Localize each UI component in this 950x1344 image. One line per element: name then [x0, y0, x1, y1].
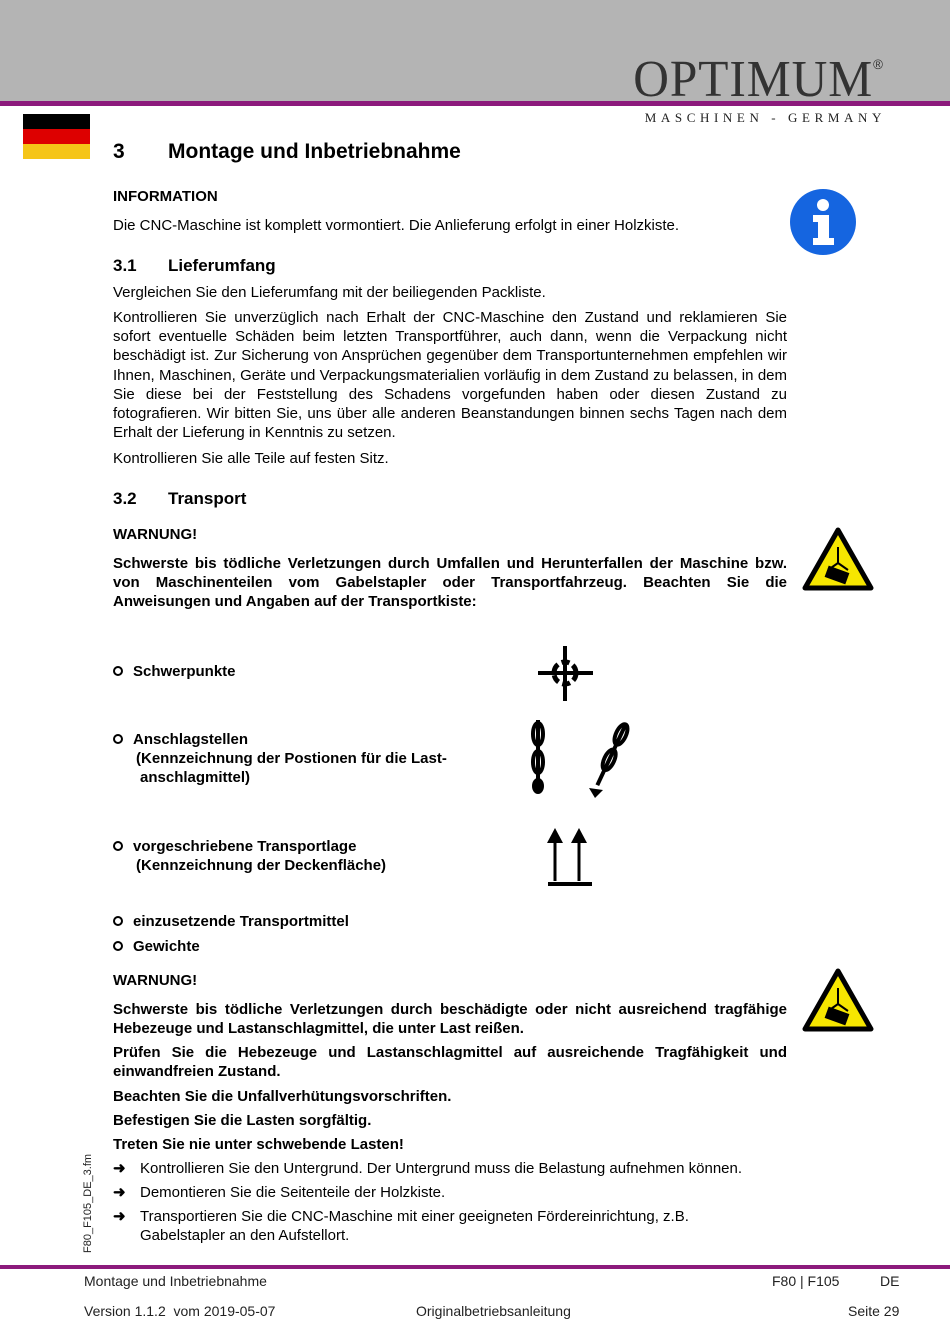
- arrow-right-icon: ➜: [113, 1184, 126, 1201]
- footer-rule: [0, 1265, 950, 1269]
- list-item: Schwerpunkte: [113, 662, 236, 681]
- suspended-load-warning-icon: [802, 968, 874, 1032]
- list-item: vorgeschriebene Transportlage (Kennzeichnung der Deckenfläche): [113, 837, 386, 875]
- info-text: Die CNC-Maschine ist komplett vormontiert. Die Anlieferung erfolgt in einer Holzkiste.: [113, 217, 680, 234]
- list-item: Anschlagstellen (Kennzeichnung der Postionen für die Last- anschlagmittel): [113, 730, 447, 787]
- warning-text: Beachten Sie die Unfallverhütungsvorschriften.: [113, 1088, 452, 1105]
- brand-logo: OPTIMUM®: [633, 51, 884, 108]
- footer-document: Originalbetriebsanleitung: [416, 1303, 571, 1319]
- warning-text: Befestigen Sie die Lasten sorgfältig.: [113, 1112, 372, 1129]
- paragraph: Vergleichen Sie den Lieferumfang mit der beiliegenden Packliste.: [113, 284, 546, 301]
- brand-tagline: MASCHINEN - GERMANY: [644, 110, 886, 125]
- footer-page-number: Seite 29: [848, 1303, 900, 1319]
- footer-language: DE: [880, 1273, 900, 1289]
- footer-model: F80 | F105: [772, 1273, 840, 1289]
- footer-version: Version 1.1.2 vom 2019-05-07: [84, 1303, 276, 1319]
- this-way-up-icon: [546, 826, 596, 888]
- warning-text: Prüfen Sie die Hebezeuge und Lastanschlagmittel auf ausreichende Tragfähigkeit und einwandfreien Zustand.: [113, 1044, 787, 1081]
- list-item: einzusetzende Transportmittel: [113, 912, 349, 931]
- footer-chapter: Montage und Inbetriebnahme: [84, 1273, 267, 1289]
- arrow-right-icon: ➜: [113, 1160, 126, 1177]
- info-icon: [788, 188, 858, 258]
- info-label: INFORMATION: [113, 188, 218, 205]
- section-3-1-title: 3.1 Lieferumfang: [113, 256, 276, 275]
- warning-text: Schwerste bis tödliche Verletzungen durch Umfallen und Herunterfallen der Maschine bzw. von Maschinenteilen vom Gabelstapler oder Transportfahrzeug. Beachten Sie die Anweisungen und Angaben auf der Transportkiste:: [113, 555, 787, 611]
- step-item: ➜ Kontrollieren Sie den Untergrund. Der Untergrund muss die Belastung aufnehmen können.: [113, 1160, 743, 1177]
- source-file-label: F80_F105_DE_3.fm: [82, 1153, 94, 1253]
- section-3-2-title: 3.2 Transport: [113, 489, 247, 508]
- paragraph: Kontrollieren Sie alle Teile auf festen Sitz.: [113, 450, 389, 467]
- paragraph: Kontrollieren Sie unverzüglich nach Erhalt der CNC-Maschine den Zustand und reklamieren Sie sofort eventuelle Schäden beim letzten Transportführer, auch dann, wenn die Verpackung nicht beschädigt ist. Zur Sicherung von Ansprüchen gegenüber dem Transportunternehmen empfehlen wir Ihnen, Maschinen, Geräte und Verpackungsmaterialien vorläufig in dem Zustand zu belassen, in dem Sie diese bei der Feststellung des Schadens vorgefunden haben oder diesen Zustand zu fotografieren. Wir bitten Sie, uns über alle anderen Beanstandungen binnen sechs Tagen nach dem Erhalt der Lieferung in Kenntnis zu setzen.: [113, 309, 787, 442]
- list-item: Gewichte: [113, 937, 200, 956]
- german-flag-icon: [23, 114, 90, 159]
- center-of-gravity-icon: [536, 645, 596, 703]
- warning-text: Schwerste bis tödliche Verletzungen durch beschädigte oder nicht ausreichend tragfähige Hebezeuge und Lastanschlagmittel, die unter Last reißen.: [113, 1001, 787, 1038]
- arrow-right-icon: ➜: [113, 1208, 126, 1225]
- chapter-title: 3 Montage und Inbetriebnahme: [113, 140, 461, 163]
- warning-label: WARNUNG!: [113, 526, 198, 543]
- suspended-load-warning-icon: [802, 527, 874, 591]
- warning-label: WARNUNG!: [113, 972, 198, 989]
- lifting-point-chain-icon: [525, 718, 635, 800]
- warning-text: Treten Sie nie unter schwebende Lasten!: [113, 1136, 404, 1153]
- step-item: ➜ Demontieren Sie die Seitenteile der Holzkiste.: [113, 1184, 446, 1201]
- step-item: ➜ Transportieren Sie die CNC-Maschine mit einer geeigneten Fördereinrichtung, z.B. Gabelstapler an den Aufstellort.: [113, 1208, 689, 1244]
